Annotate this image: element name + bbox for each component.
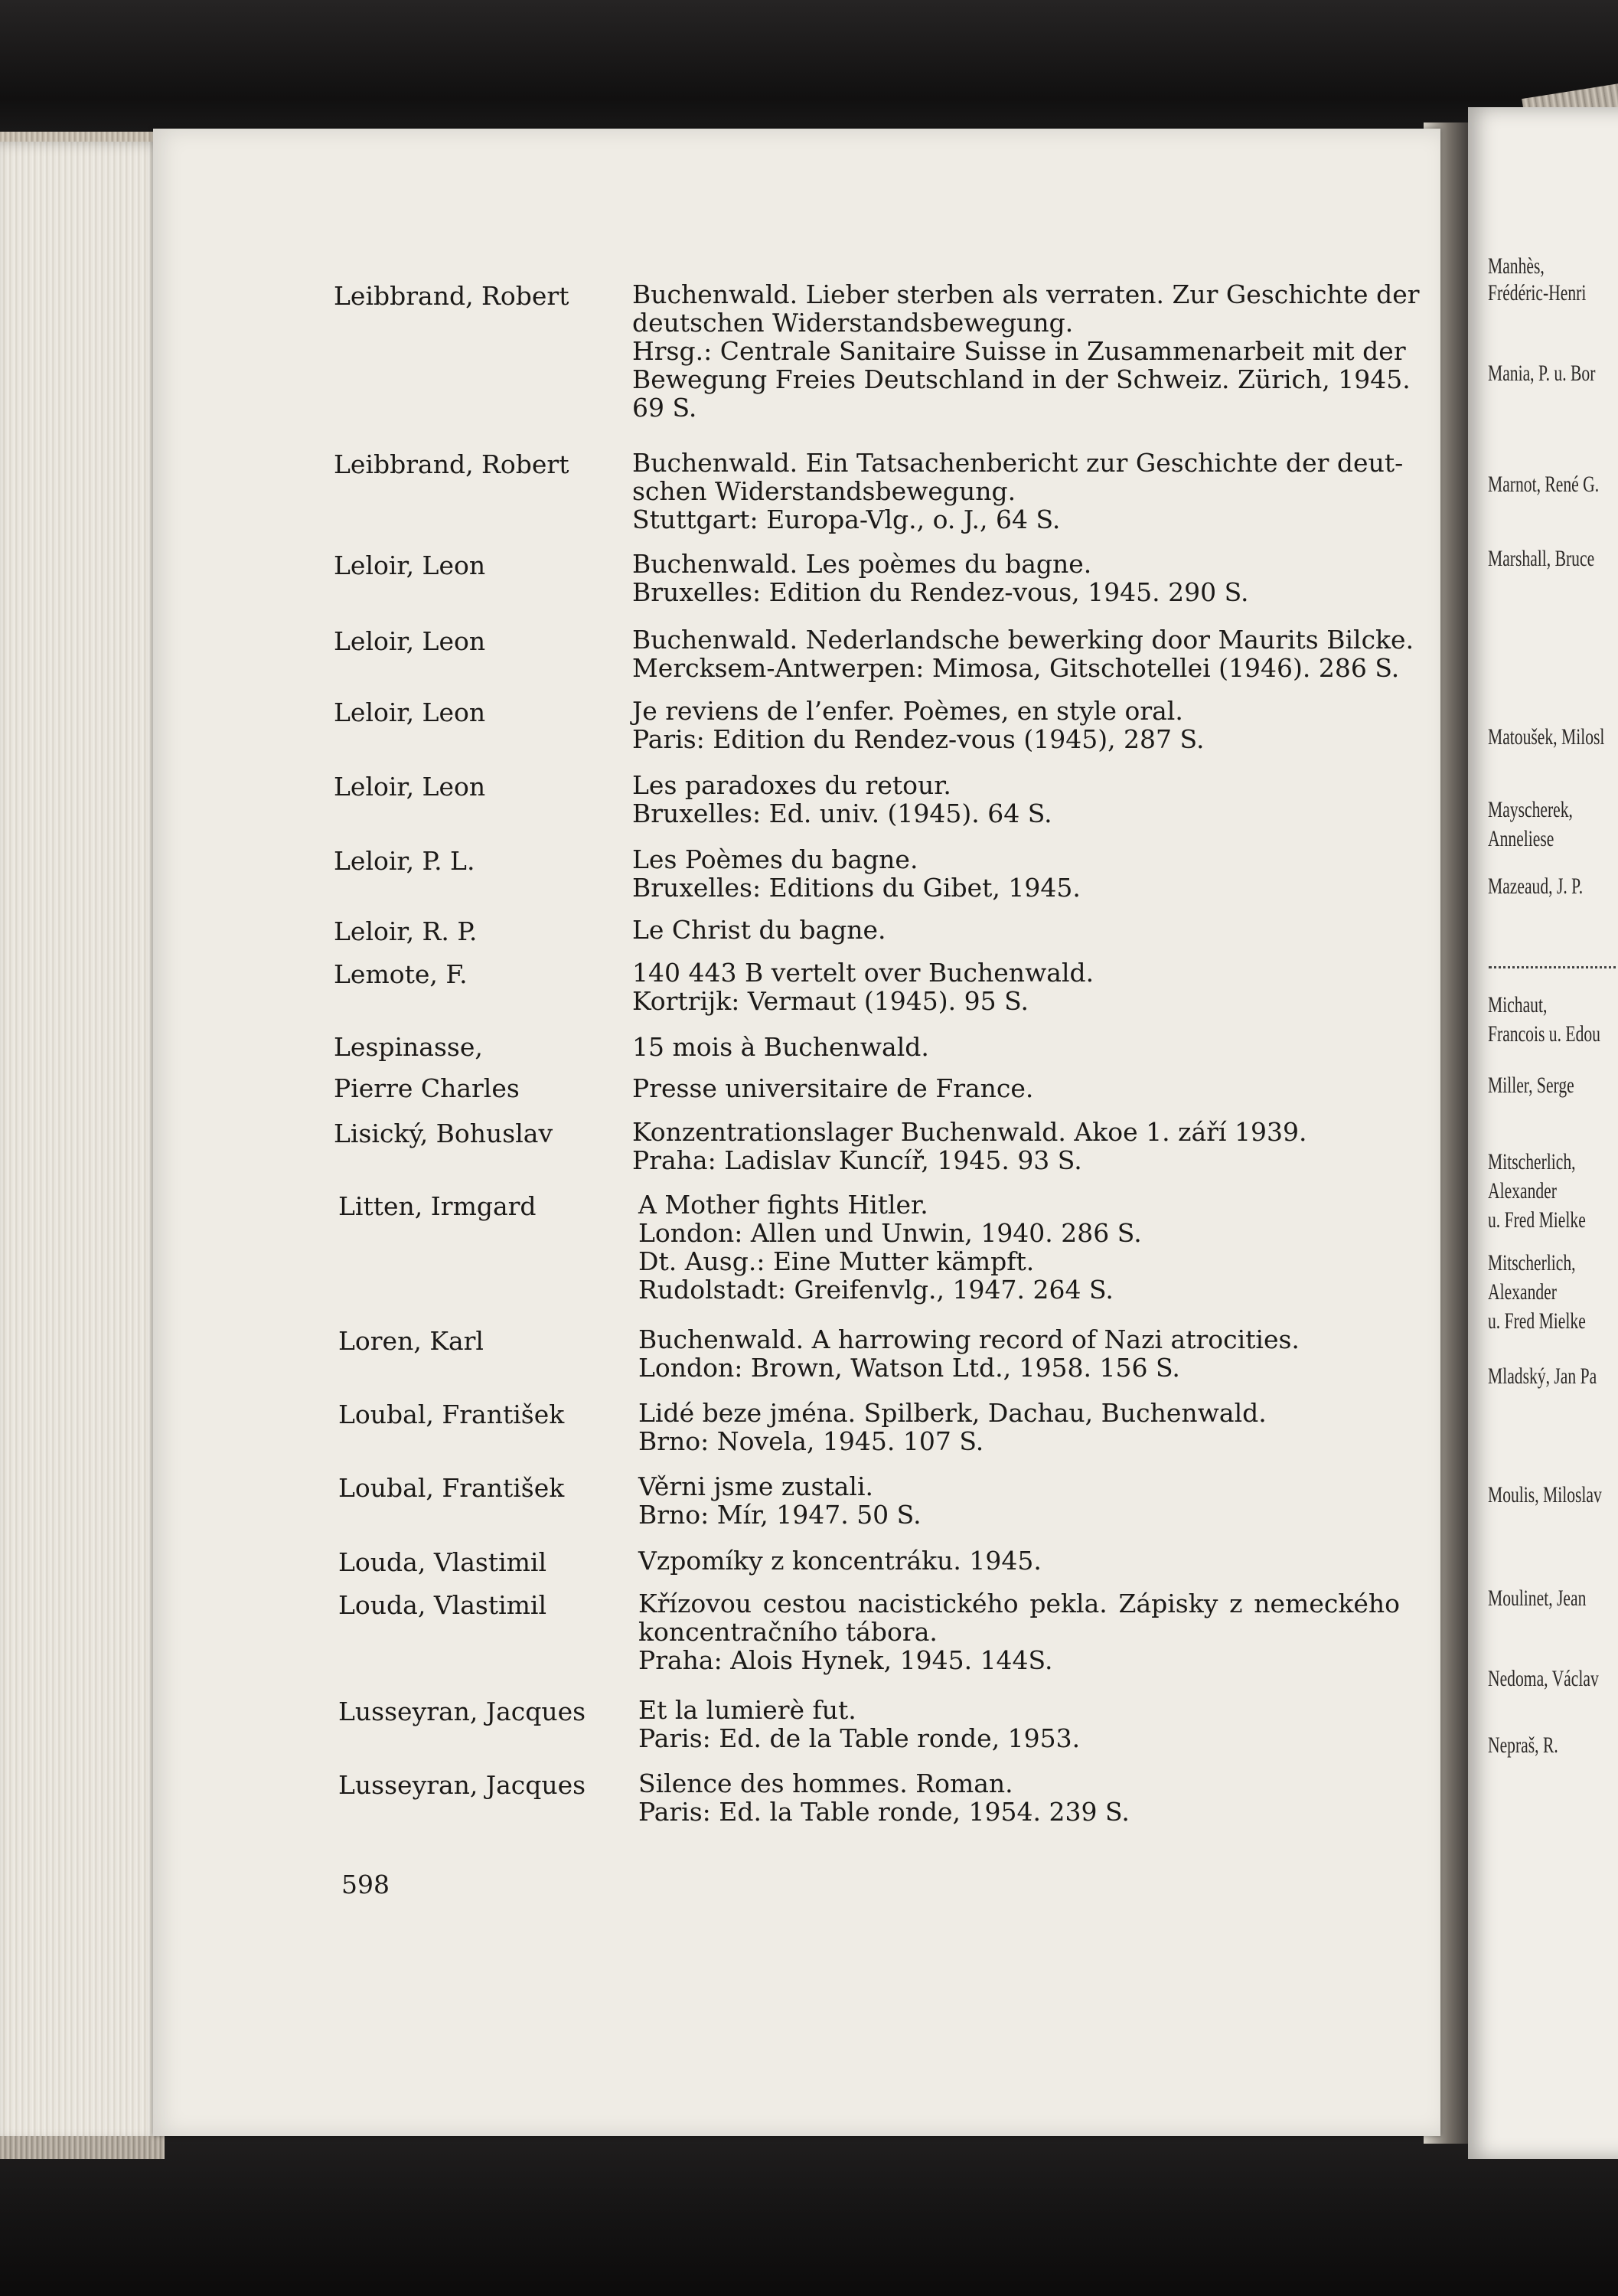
entry-text — [632, 697, 1394, 753]
entry-text — [632, 550, 1394, 606]
entry-line: Je reviens de l’enfer. Poèmes, en style oral. — [632, 696, 1183, 726]
facing-page-name: Matoušek, Milosl — [1488, 724, 1605, 750]
entry-text — [638, 1696, 1400, 1752]
entry-line: Věrni jsme zustali. — [638, 1471, 873, 1501]
author-line: Leloir, Leon — [334, 697, 486, 727]
entry-line: 15 mois à Buchenwald. — [632, 1032, 929, 1062]
facing-page-name: u. Fred Mielke — [1488, 1308, 1586, 1334]
entry-line: Le Christ du bagne. — [632, 915, 886, 945]
author-line: Leibbrand, Robert — [334, 281, 569, 311]
page-block-fore-edge — [0, 142, 165, 2144]
entry-text — [638, 1190, 1400, 1304]
entry-line: Hrsg.: Centrale Sanitaire Suisse in Zusammenarbeit mit der — [632, 336, 1406, 366]
entry-author — [334, 772, 485, 801]
entry-line: Bruxelles: Ed. univ. (1945). 64 S. — [632, 799, 1052, 828]
entry-line: Mercksem-Antwerpen: Mimosa, Gitschotellei (1946). 286 S. — [632, 653, 1400, 683]
entry-line: London: Brown, Watson Ltd., 1958. 156 S. — [638, 1353, 1180, 1383]
entry-author — [338, 1771, 586, 1799]
author-line: Loubal, František — [338, 1473, 565, 1503]
entry-line: Buchenwald. A harrowing record of Nazi atrocities. — [638, 1324, 1300, 1354]
facing-page-name: Marnot, René G. — [1488, 472, 1600, 497]
entry-text — [638, 1589, 1400, 1674]
entry-line: Buchenwald. Les poèmes du bagne. — [632, 549, 1092, 579]
facing-page-name: Mazeaud, J. P. — [1488, 874, 1584, 899]
facing-page-name: Mitscherlich, — [1488, 1149, 1576, 1174]
facing-page-name: Mayscherek, — [1488, 797, 1573, 822]
entry-author — [338, 1474, 564, 1502]
entry-author — [338, 1192, 537, 1220]
page-number: 598 — [341, 1870, 390, 1899]
entry-line: Rudolstadt: Greifenvlg., 1947. 264 S. — [638, 1275, 1114, 1305]
author-line: Lusseyran, Jacques — [338, 1770, 586, 1800]
entry-author — [334, 627, 485, 655]
author-line: Lemote, F. — [334, 959, 468, 989]
entry-author — [334, 282, 569, 310]
author-line: Leloir, Leon — [334, 550, 486, 580]
entry-text — [632, 1033, 1394, 1102]
entry-author — [338, 1697, 586, 1726]
page-block-bottom-edge — [0, 2136, 165, 2159]
author-line: Loren, Karl — [338, 1326, 484, 1356]
entry-line: Paris: Ed. de la Table ronde, 1953. — [638, 1723, 1081, 1753]
entry-line: Presse universitaire de France. — [632, 1073, 1034, 1103]
entry-author — [338, 1327, 484, 1355]
entry-author — [334, 960, 468, 988]
entry-text — [632, 448, 1404, 534]
entry-line: Stuttgart: Europa-Vlg., o. J., 64 S. — [632, 505, 1061, 534]
entry-line: deutschen Widerstandsbewegung. — [632, 308, 1074, 338]
author-line: Leloir, Leon — [334, 626, 486, 656]
entry-line: Bruxelles: Edition du Rendez-vous, 1945. 290 S. — [632, 577, 1249, 607]
dotted-leader — [1489, 966, 1618, 968]
entry-line: Křízovou cestou nacistického pekla. Zápisky z nemeckého — [638, 1589, 1400, 1618]
facing-page-name: Michaut, — [1488, 992, 1548, 1017]
entry-text — [638, 1399, 1400, 1455]
entry-line: Brno: Mír, 1947. 50 S. — [638, 1500, 922, 1530]
entry-line: Buchenwald. Ein Tatsachenbericht zur Geschichte der deut- — [632, 448, 1404, 478]
entry-author — [338, 1591, 546, 1619]
facing-page-name: Frédéric-Henri — [1488, 280, 1587, 305]
entry-line: Buchenwald. Lieber sterben als verraten. Zur Geschichte der — [632, 279, 1420, 309]
author-line: Leibbrand, Robert — [334, 449, 569, 479]
entry-author — [338, 1400, 564, 1429]
entry-author — [334, 1119, 553, 1148]
author-line: Lusseyran, Jacques — [338, 1697, 586, 1726]
entry-line: Paris: Ed. la Table ronde, 1954. 239 S. — [638, 1797, 1130, 1827]
facing-page-name: Mania, P. u. Bor — [1488, 361, 1596, 386]
entry-line: A Mother fights Hitler. — [638, 1190, 928, 1220]
entry-author — [338, 1548, 546, 1576]
author-line: Loubal, František — [338, 1399, 565, 1429]
author-line: Louda, Vlastimil — [338, 1590, 547, 1620]
facing-page-name: Manhès, — [1488, 253, 1545, 279]
entry-line: Praha: Ladislav Kuncíř, 1945. 93 S. — [632, 1145, 1082, 1175]
entry-line: 69 S. — [632, 393, 697, 423]
facing-page-name: Moulis, Miloslav — [1488, 1482, 1602, 1507]
author-line: Lisický, Bohuslav — [334, 1119, 553, 1148]
entry-author — [334, 450, 569, 478]
facing-page-name: Miller, Serge — [1488, 1073, 1574, 1098]
facing-page-name: Moulinet, Jean — [1488, 1586, 1587, 1611]
entry-line: Buchenwald. Nederlandsche bewerking door Maurits Bilcke. — [632, 625, 1414, 655]
entry-line: Bruxelles: Editions du Gibet, 1945. — [632, 873, 1081, 903]
entry-line: Bewegung Freies Deutschland in der Schweiz. Zürich, 1945. — [632, 364, 1411, 394]
entry-line: 140 443 B vertelt over Buchenwald. — [632, 958, 1094, 988]
facing-page-name: u. Fred Mielke — [1488, 1207, 1586, 1233]
facing-page-name: Anneliese — [1488, 826, 1554, 851]
entry-text — [632, 845, 1394, 902]
facing-page-name: Alexander — [1488, 1178, 1557, 1204]
facing-page-name: Nedoma, Václav — [1488, 1666, 1599, 1691]
entry-author — [334, 698, 485, 727]
entry-line: Brno: Novela, 1945. 107 S. — [638, 1426, 984, 1456]
entry-author — [334, 1033, 520, 1102]
facing-page-name: Nepraš, R. — [1488, 1733, 1558, 1758]
facing-page-name: Marshall, Bruce — [1488, 546, 1595, 571]
entry-text — [632, 959, 1394, 1015]
facing-page-name: Alexander — [1488, 1279, 1557, 1305]
entry-text — [632, 771, 1394, 828]
entry-line: Konzentrationslager Buchenwald. Akoe 1. září 1939. — [632, 1117, 1307, 1147]
entry-text — [638, 1769, 1400, 1826]
entry-text — [632, 1118, 1394, 1174]
dark-background-top — [0, 0, 1618, 142]
entry-line: Paris: Edition du Rendez-vous (1945), 287 S. — [632, 724, 1205, 754]
author-line: Leloir, R. P. — [334, 916, 478, 946]
entry-line: Vzpomíky z koncentráku. 1945. — [638, 1546, 1042, 1576]
entry-line: schen Widerstandsbewegung. — [632, 476, 1016, 506]
entry-text — [632, 625, 1414, 683]
entry-line: London: Allen und Unwin, 1940. 286 S. — [638, 1218, 1142, 1248]
entry-line: koncentračního tábora. — [638, 1617, 938, 1647]
facing-page-name: Mladský, Jan Pa — [1488, 1364, 1597, 1389]
author-line: Litten, Irmgard — [338, 1191, 537, 1221]
entry-line: Les paradoxes du retour. — [632, 770, 951, 800]
author-line: Leloir, Leon — [334, 772, 486, 802]
entry-line: Les Poèmes du bagne. — [632, 844, 918, 874]
facing-page-name: Francois u. Edou — [1488, 1021, 1600, 1047]
dark-background-bottom — [0, 2117, 1618, 2296]
facing-page — [1468, 107, 1618, 2159]
author-line: Pierre Charles — [334, 1073, 520, 1103]
entry-line: Lidé beze jména. Spilberk, Dachau, Buchenwald. — [638, 1398, 1267, 1428]
author-line: Leloir, P. L. — [334, 846, 475, 876]
facing-page-name: Mitscherlich, — [1488, 1250, 1576, 1275]
entry-text — [632, 279, 1420, 423]
author-line: Lespinasse, — [334, 1032, 483, 1062]
author-line: Louda, Vlastimil — [338, 1547, 547, 1577]
entry-author — [334, 917, 477, 946]
entry-text — [632, 916, 1394, 944]
entry-text — [638, 1546, 1400, 1575]
entry-line: Kortrijk: Vermaut (1945). 95 S. — [632, 986, 1029, 1016]
entry-line: Silence des hommes. Roman. — [638, 1769, 1013, 1798]
entry-line: Et la lumierè fut. — [638, 1695, 856, 1725]
entry-author — [334, 551, 485, 580]
entry-text — [638, 1472, 1400, 1529]
entry-author — [334, 847, 475, 875]
entry-line: Praha: Alois Hynek, 1945. 144S. — [638, 1645, 1053, 1675]
entry-text — [638, 1325, 1400, 1382]
entry-line: Dt. Ausg.: Eine Mutter kämpft. — [638, 1246, 1035, 1276]
